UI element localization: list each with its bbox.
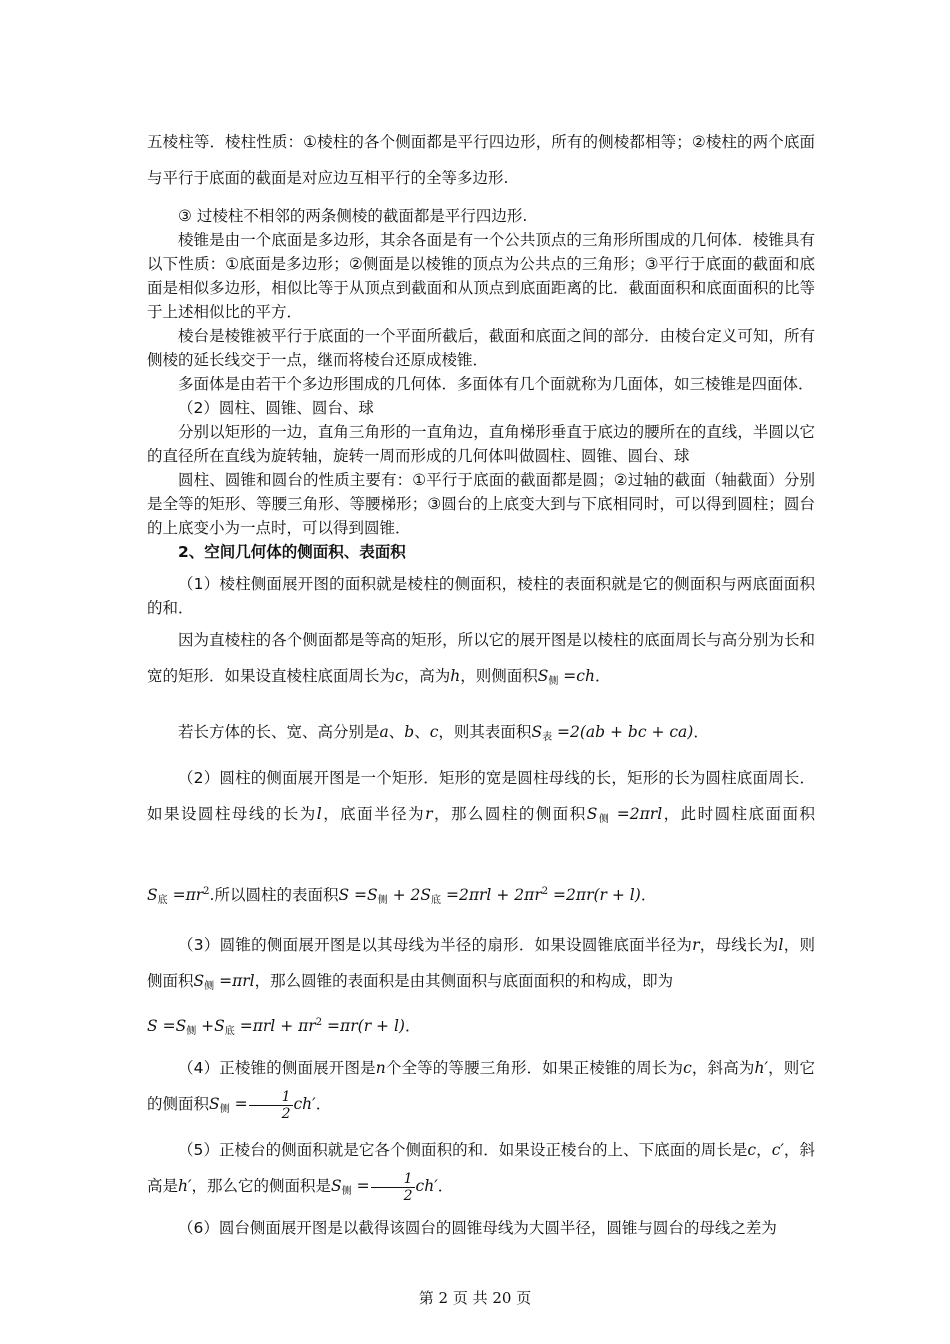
math-op: = [162,1017,176,1035]
math-sub: 侧 [377,895,388,906]
text-run: 五棱柱等．棱柱性质：①棱柱的各个侧面都是平行四边形，所有的侧棱都相等；②棱柱的两个底面与平行于底面的截面是对应边互相平行的 [147,133,815,187]
paragraph-prism-section: ③ 过棱柱不相邻的两条侧棱的截面都是平行四边形. [178,207,528,225]
math-var: c′ [771,1141,784,1159]
math-sub: 底 [157,895,168,906]
math-op: = [563,667,577,685]
math-expr: πrl [252,1017,276,1035]
math-var: c [395,667,404,685]
math-expr: πr(r + l) [340,1017,405,1035]
math-var: r [425,805,433,823]
math-formula [538,667,595,685]
paragraph-solids-of-revolution: 分别以矩形的一边，直角三角形的一直角边，直角梯形垂直于底边的腰所在的直线，半圆以它的直径所在直线为旋转轴，旋转一周而形成的几何体叫做圆柱、圆锥、圆台、球 [147,423,815,465]
math-expr: 2πr [514,886,542,904]
text-run: ，斜高是 [147,1141,815,1195]
math-expr: 2πr(r + l) [566,886,641,904]
text-run: ． [404,1017,421,1035]
math-formula [531,723,693,741]
fraction [249,1089,293,1122]
text-run: ，高为 [403,667,451,685]
text-run: 若长方体的长、宽、高分别是 [178,723,380,741]
math-var: S [537,667,549,685]
math-sup: 2 [315,1017,323,1028]
math-var: S [147,886,158,904]
paragraph-frustum-cone: （6）圆台侧面展开图是以截得该圆台的圆锥母线为大圆半径，圆锥与圆台的母线之差为 [178,1219,777,1237]
paragraph-regular-frustum [147,1132,815,1210]
math-var: l [316,805,322,823]
math-var: n [375,1059,386,1077]
math-op: = [354,886,368,904]
text-run: ，则其表面积 [438,723,532,741]
math-expr: πrl [232,972,255,990]
paragraph-frustum: 棱台是棱锥被平行于底面的一个平面所截后，截面和底面之间的部分．由棱台定义可知，所有侧棱的延长线交于一点，继而将棱台还原成棱锥． [147,327,815,369]
math-op: + [280,1017,294,1035]
math-sub: 侧 [219,1104,230,1115]
paragraph-regular-pyramid [147,1050,815,1128]
math-op: = [239,1017,253,1035]
text-run: ． [594,667,611,685]
math-sup: 2 [541,886,549,897]
math-op: + [392,886,406,904]
math-formula [331,1170,438,1204]
math-expr: 2πrl [458,886,492,904]
text-run: ，母线长为 [699,936,779,954]
page-footer: 第 2 页 共 20 页 [418,1289,532,1307]
math-var: b [404,723,415,741]
math-op: = [172,886,186,904]
math-op: + [496,886,510,904]
paragraph-right-prism [147,622,815,700]
text-run: ． [693,723,709,741]
math-var: S [531,723,543,741]
math-expr: πr [298,1017,316,1035]
fraction [371,1171,415,1204]
math-sub: 侧 [548,676,559,687]
math-var: S [209,1095,220,1113]
spacer [147,851,815,861]
math-var: S [367,886,378,904]
math-sup: 2 [203,886,210,897]
fraction-denominator: 2 [403,1187,413,1204]
text-run: ． [437,1177,454,1195]
text-run: 多边形. [457,169,509,187]
paragraph-pyramid: 棱锥是由一个底面是多边形，其余各面是有一个公共顶点的三角形所围成的几何体．棱锥具有以下性质：①底面是多边形；②侧面是以棱锥的顶点为公共点的三角形；③平行于底面的截面和底面是相似多边形，相似比等于从顶点到截面和从顶点到底面距离的比．截面面积和底面面积的比等于上述相似比的平方． [147,231,815,321]
math-expr: πr [185,886,204,904]
text-run: .所以圆柱的表面积 [209,886,339,904]
math-var: S [214,1017,225,1035]
math-expr: 2S [410,886,432,904]
math-sub: 侧 [204,981,215,992]
math-formula [147,1017,405,1035]
math-sub: 侧 [341,1186,352,1197]
fraction-numerator: 1 [249,1089,293,1106]
text-run: ，斜高为 [691,1059,755,1077]
math-op: = [219,972,233,990]
text-run: （3）圆锥的侧面展开图是以其母线为半径的扇形．如果设圆锥底面半径为 [178,936,693,954]
math-var: c [683,1059,692,1077]
text-run: 因为直棱柱的各个侧面都是等高的矩形，所以它的展开图是以棱柱的底面周长与高分别为长和宽的矩形．如果设直棱柱底面周长为 [147,631,815,685]
math-var: S [331,1177,342,1195]
math-op: = [356,1177,370,1195]
math-op: = [445,886,459,904]
text-run: ，此时圆柱底面面积 [662,805,815,823]
text-run: （4）正棱锥的侧面展开图是 [178,1059,376,1077]
math-formula [338,886,640,904]
text-run: ． [315,1095,332,1113]
math-expr: ch′ [415,1177,438,1195]
paragraph-cylinder [147,760,815,919]
math-op: = [616,805,630,823]
math-sub: 侧 [186,1026,197,1037]
math-var: S [338,886,350,904]
math-var: c [429,723,439,741]
text-run: ，则侧面积 [147,936,815,990]
paragraph-subheading-2: （2）圆柱、圆锥、圆台、球 [178,399,374,417]
paragraph-prism-area: （1）棱柱侧面展开图的面积就是棱柱的侧面积，棱柱的表面积就是它的侧面积与两底面面积的和． [147,575,815,617]
math-expr: 2(ab + bc + ca) [570,723,694,741]
paragraph-polyhedron: 多面体是由若干个多边形围成的几何体．多面体有几个面就称为几面体，如三棱锥是四面体． [178,375,814,393]
paragraph-prism-properties [147,124,815,196]
text-run: 、 [414,723,430,741]
text-run: 个全等的等腰三角形．如果正棱锥的周长为 [385,1059,684,1077]
math-formula [587,805,662,823]
math-expr: 2πrl [629,805,663,823]
text-run: 、 [388,723,405,741]
text-run: ，则侧面积 [460,667,538,685]
emphasis-char: 等 · [442,160,458,196]
math-sub: 侧 [597,814,611,825]
fraction-denominator: 2 [281,1105,291,1122]
math-op: = [557,723,570,741]
section-heading: 2、空间几何体的侧面积、表面积 [178,543,406,561]
text-run: ． [640,886,657,904]
math-var: h′ [178,1177,192,1195]
text-run: ， [756,1141,772,1159]
math-sub: 底 [224,1026,235,1037]
math-formula [194,972,255,990]
text-run: ，那么圆柱的侧面积 [432,805,587,823]
text-run: ，那么圆锥的表面积是由其侧面积与底面面积的和构成，即为 [254,972,674,990]
body-text [147,124,815,1246]
paragraph-cone [147,927,815,1050]
math-var: S [175,1017,187,1035]
text-run: ，则它的侧面积 [147,1059,815,1113]
math-var: r [692,936,700,954]
math-formula [147,886,210,904]
paragraph-solid-properties: 圆柱、圆锥和圆台的性质主要有：①平行于底面的截面都是圆；②过轴的截面（轴截面）分别是全等的矩形、等腰三角形、等腰梯形；③圆台的上底变大到与下底相同时，可以得到圆柱；圆台的上底变小为一点时，可以得到圆锥． [147,471,815,537]
math-sub: 底 [431,895,442,906]
math-expr: ch′ [293,1095,316,1113]
math-var: c [747,1141,757,1159]
math-var: a [379,723,389,741]
paragraph-cuboid [147,714,815,756]
math-var: S [586,805,598,823]
math-var: h′ [754,1059,769,1077]
text-run: （5）正棱台的侧面积就是它各个侧面积的和．如果设正棱台的上、下底面的周长是 [178,1141,748,1159]
math-formula [209,1088,316,1122]
text-run: ，那么它的侧面积是 [191,1177,332,1195]
math-var: S [193,972,205,990]
math-op: = [327,1017,341,1035]
math-op: + [201,1017,215,1035]
emphasis-char: 全 · [426,160,442,196]
math-var: h [450,667,461,685]
text-run: ，底面半径为 [321,805,426,823]
math-var: ch [576,667,595,685]
math-var: S [147,1017,158,1035]
math-op: = [553,886,567,904]
math-var: l [778,936,784,954]
fraction-numerator: 1 [371,1171,415,1188]
text-run: （2）圆柱的侧面展开图是一个矩形．矩形的宽是圆柱母线的长，矩形的长为圆柱底面周长．如果设圆柱母线的长为 [147,769,815,823]
math-sub: 表 [542,732,553,743]
math-op: = [234,1095,248,1113]
